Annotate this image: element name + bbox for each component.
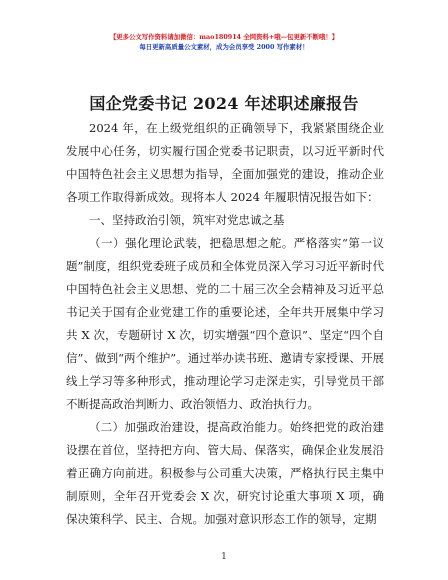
body-paragraph: （二）加强政治建设，提高政治能力。始终把党的政治建设摆在首位，坚持把方向、管大局、保落实，确保企业发展沿着正确方向前进。积极参与公司重大决策，严格执行民主集中制原则，全年召开党委会 X 次，研究讨论重大事项 X 项，确保决策科学、民主、合规。加强对意识形态工作的领导，定期	[66, 420, 384, 526]
document-title: 国企党委书记 2024 年述职述廉报告	[89, 94, 359, 113]
page-number: 1	[221, 552, 227, 562]
promo-banner-line-2: 每日更新高质量公文素材，成为会员享受 2000 写作素材！	[139, 43, 309, 51]
section-heading: 一、坚持政治引领，筑牢对党忠诚之基	[89, 213, 285, 227]
document-body	[66, 117, 384, 531]
promo-banner-line-1: 【更多公文写作资料请加微信：mao180914 全网资料+哦—包更新不断哦！】	[109, 33, 339, 41]
intro-paragraph: 2024 年，在上级党组织的正确领导下，我紧紧围绕企业发展中心任务，切实履行国企党委书记职责，以习近平新时代中国特色社会主义思想为指导，全面加强党的建设，推动企业各项工作取得新成效。现将本人 2024 年履职情况报告如下：	[66, 121, 384, 204]
body-paragraph: （一）强化理论武装，把稳思想之舵。严格落实“第一议题”制度，组织党委班子成员和全体党员深入学习习近平新时代中国特色社会主义思想、党的二十届三次全会精神及习近平总书记关于国有企业党建工作的重要论述，全年共开展集中学习共 X 次，专题研讨 X 次，切实增强“四个意识”、坚定“四个自信”、做到“两个维护”。通过举办读书班、邀请专家授课、开展线上学习等多种形式，推动理论学习走深走实，引导党员干部不断提高政治判断力、政治领悟力、政治执行力。	[66, 236, 384, 411]
